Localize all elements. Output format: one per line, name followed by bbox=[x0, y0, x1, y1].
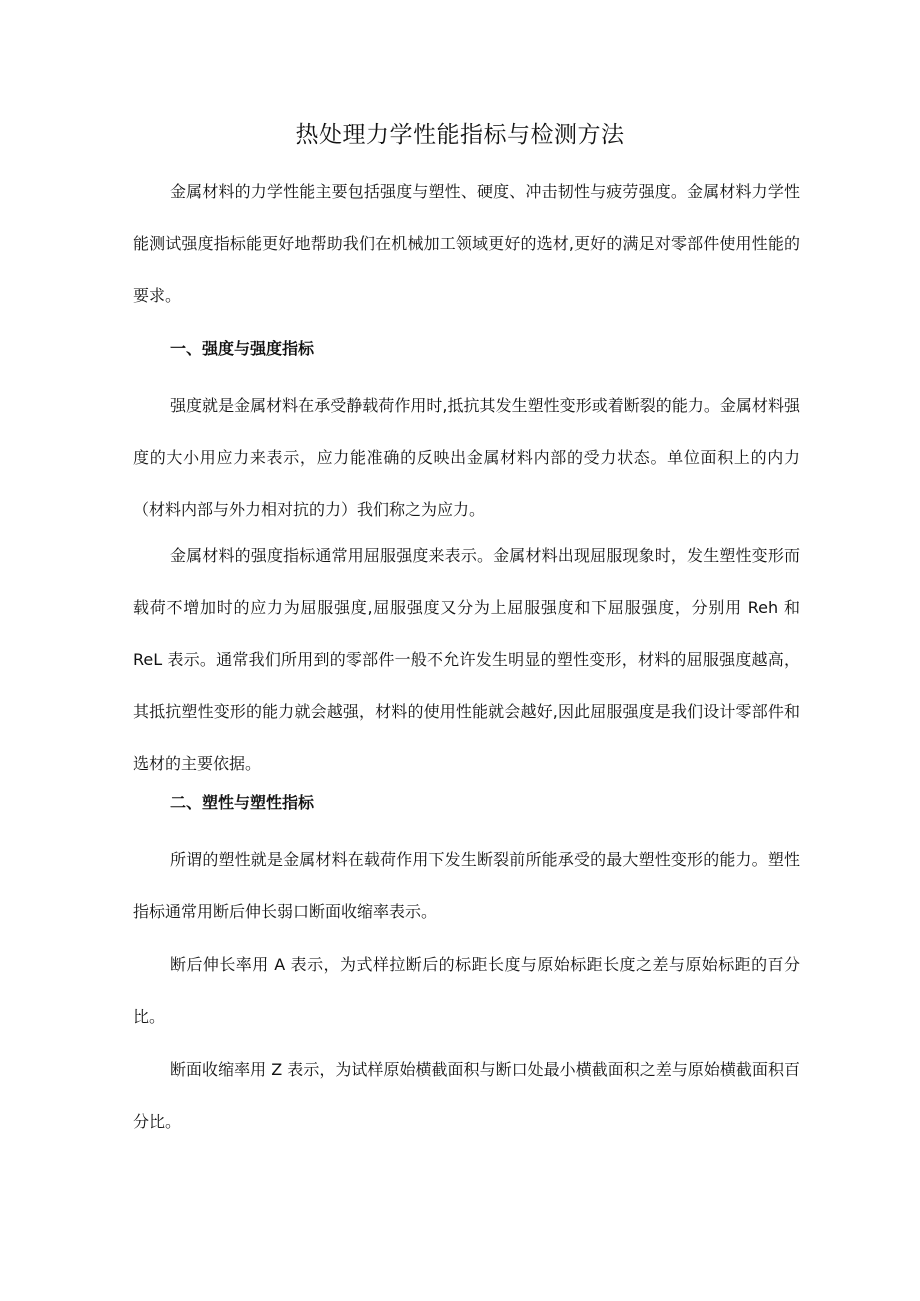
section-heading-plasticity: 二、塑性与塑性指标 bbox=[170, 793, 315, 812]
plasticity-paragraph-definition: 所谓的塑性就是金属材料在载荷作用下发生断裂前所能承受的最大塑性变形的能力。塑性指标通常用断后伸长弱口断面收缩率表示。 bbox=[133, 850, 800, 921]
plasticity-paragraph-reduction: 断面收缩率用 Z 表示，为试样原始横截面积与断口处最小横截面积之差与原始横截面积百分比。 bbox=[133, 1060, 800, 1131]
section-heading-strength: 一、强度与强度指标 bbox=[170, 339, 315, 358]
document-title: 热处理力学性能指标与检测方法 bbox=[295, 122, 625, 148]
plasticity-paragraph-elongation: 断后伸长率用 A 表示，为式样拉断后的标距长度与原始标距长度之差与原始标距的百分比。 bbox=[133, 955, 800, 1026]
strength-paragraph-yield: 金属材料的强度指标通常用屈服强度来表示。金属材料出现屈服现象时，发生塑性变形而载荷不增加时的应力为屈服强度,屈服强度又分为上屈服强度和下屈服强度，分别用 Reh 和 ReL 表示。通常我们所用到的零部件一般不允许发生明显的塑性变形，材料的屈服强度越高，其抵抗塑性变形的能力就会越强，材料的使用性能就会越好,因此屈服强度是我们设计零部件和选材的主要依据。 bbox=[133, 546, 800, 773]
intro-paragraph: 金属材料的力学性能主要包括强度与塑性、硬度、冲击韧性与疲劳强度。金属材料力学性能测试强度指标能更好地帮助我们在机械加工领域更好的选材,更好的满足对零部件使用性能的要求。 bbox=[133, 182, 800, 305]
strength-paragraph-definition: 强度就是金属材料在承受静载荷作用时,抵抗其发生塑性变形或着断裂的能力。金属材料强度的大小用应力来表示，应力能准确的反映出金属材料内部的受力状态。单位面积上的内力（材料内部与外力相对抗的力）我们称之为应力。 bbox=[133, 396, 800, 519]
